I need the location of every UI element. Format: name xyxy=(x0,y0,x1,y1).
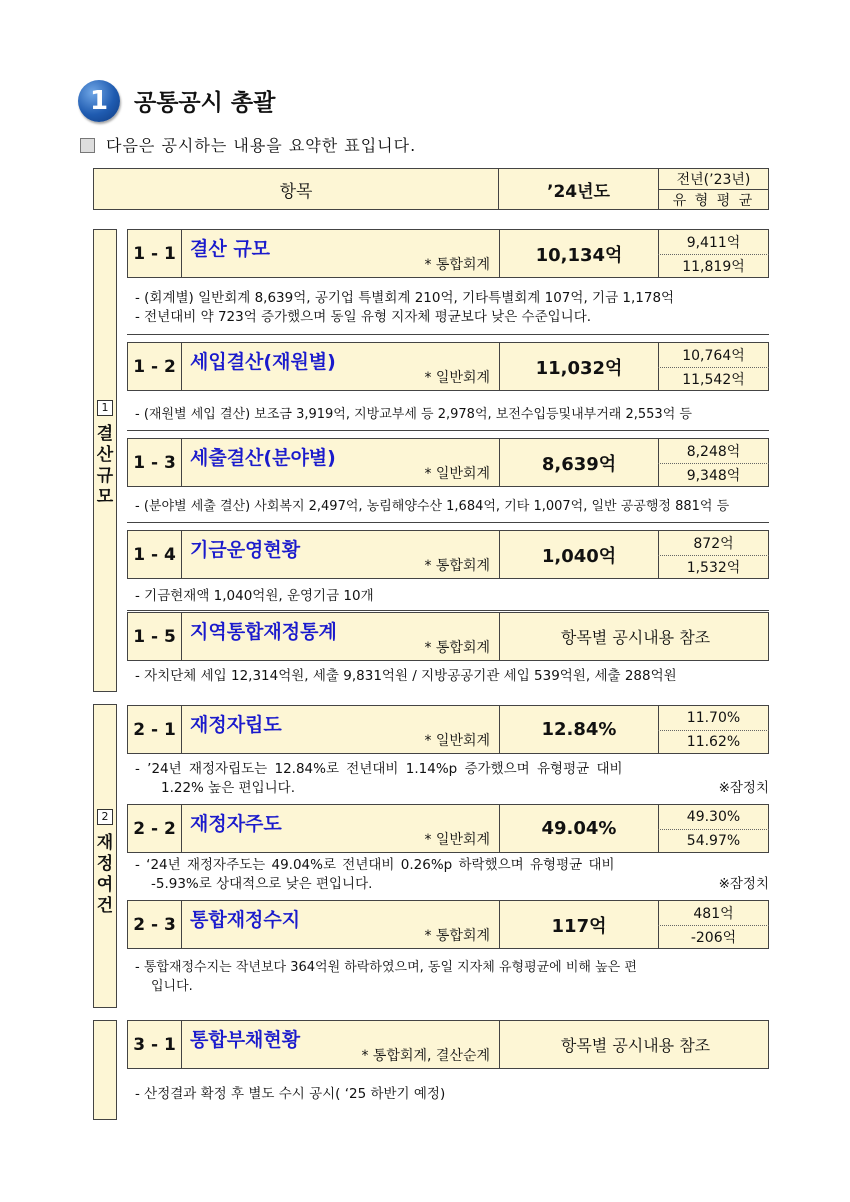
desc-line: - ’24년 재정자립도는 12.84%로 전년대비 1.14%p 증가했으며 유형평균 대비 xyxy=(135,761,623,777)
item-value: 11,032억 xyxy=(499,343,659,390)
item-row-1-4 xyxy=(127,530,769,579)
item-note: * 일반회계 xyxy=(424,370,490,386)
group-label-3 xyxy=(93,1020,117,1120)
item-avg: 9,348억 xyxy=(686,468,741,485)
item-avg: 11.62% xyxy=(686,734,741,751)
item-code: 1 - 5 xyxy=(128,613,182,660)
header-prev-line1: 전년(’23년) xyxy=(659,169,768,190)
group-label-2 xyxy=(93,704,117,1008)
group-char: 규 xyxy=(96,466,114,486)
item-prev: 49.30% xyxy=(658,805,769,830)
header-prev xyxy=(658,168,769,210)
provisional-note: ※잠정치 xyxy=(718,876,769,892)
divider xyxy=(127,430,769,431)
item-name: 통합재정수지 xyxy=(190,909,301,931)
item-desc xyxy=(135,497,775,516)
item-value: 10,134억 xyxy=(499,230,659,277)
item-desc xyxy=(135,958,775,996)
intro-text: 다음은 공시하는 내용을 요약한 표입니다. xyxy=(106,136,417,155)
section-number-badge: 1 xyxy=(78,80,120,122)
desc-line: - 자치단체 세입 12,314억원, 세출 9,831억원 / 지방공공기관 세입 539억원, 세출 288억원 xyxy=(135,668,677,684)
item-value: 항목별 공시내용 참조 xyxy=(499,1021,771,1068)
item-row-3-1 xyxy=(127,1020,769,1069)
item-value: 항목별 공시내용 참조 xyxy=(499,613,771,660)
divider xyxy=(127,522,769,523)
item-row-1-3 xyxy=(127,438,769,487)
item-name: 세출결산(분야별) xyxy=(190,447,336,469)
desc-line: -5.93%로 상대적으로 낮은 편입니다. xyxy=(151,876,373,892)
group-char: 여 xyxy=(96,875,114,895)
group-label-1 xyxy=(93,229,117,692)
group-char: 모 xyxy=(96,487,114,507)
item-note: * 통합회계, 결산순계 xyxy=(361,1048,490,1064)
item-prev: 11.70% xyxy=(658,706,769,731)
provisional-note: ※잠정치 xyxy=(718,780,769,796)
item-value: 1,040억 xyxy=(499,531,659,578)
item-desc xyxy=(135,405,775,424)
item-code: 2 - 1 xyxy=(128,706,182,753)
header-item-label: 항목 xyxy=(279,181,313,202)
item-note: * 통합회계 xyxy=(424,558,490,574)
item-desc xyxy=(135,1085,775,1104)
item-note: * 통합회계 xyxy=(424,928,490,944)
item-prev: 10,764억 xyxy=(658,343,769,368)
header-year-label: ’24년도 xyxy=(547,181,610,202)
desc-line: - ‘24년 재정자주도는 49.04%로 전년대비 0.26%p 하락했으며 유형평균 대비 xyxy=(135,857,615,873)
item-row-2-1 xyxy=(127,705,769,754)
desc-line: 1.22% 높은 편입니다. xyxy=(161,780,296,796)
group-char: 건 xyxy=(96,896,114,916)
item-code: 2 - 2 xyxy=(128,805,182,852)
item-code: 1 - 2 xyxy=(128,343,182,390)
header-year xyxy=(498,168,659,210)
group-number: 2 xyxy=(97,809,113,825)
item-row-2-3 xyxy=(127,900,769,949)
item-avg: -206억 xyxy=(690,930,737,947)
item-desc xyxy=(135,667,775,686)
group-char: 정 xyxy=(96,854,114,874)
item-name: 기금운영현황 xyxy=(190,539,301,561)
item-code: 2 - 3 xyxy=(128,901,182,948)
item-code: 1 - 3 xyxy=(128,439,182,486)
item-name: 결산 규모 xyxy=(190,238,271,260)
item-avg: 11,542억 xyxy=(682,372,745,389)
item-note: * 통합회계 xyxy=(424,257,490,273)
item-row-1-5 xyxy=(127,612,769,661)
divider xyxy=(127,334,769,335)
desc-line: - (재원별 세입 결산) 보조금 3,919억, 지방교부세 등 2,978억, 보전수입등및내부거래 2,553억 등 xyxy=(135,407,692,422)
item-value: 8,639억 xyxy=(499,439,659,486)
item-note: * 일반회계 xyxy=(424,733,490,749)
desc-line: - (회계별) 일반회계 8,639억, 공기업 특별회계 210억, 기타특별회계 107억, 기금 1,178억 xyxy=(135,290,675,306)
desc-line: - 통합재정수지는 작년보다 364억원 하락하였으며, 동일 지자체 유형평균에 비해 높은 편 xyxy=(135,960,637,975)
item-prev: 9,411억 xyxy=(658,230,769,255)
item-name: 재정자주도 xyxy=(190,813,282,835)
item-desc xyxy=(135,856,769,894)
item-prev: 481억 xyxy=(658,901,769,926)
item-value: 12.84% xyxy=(499,706,659,753)
item-code: 3 - 1 xyxy=(128,1021,182,1068)
desc-line: - (분야별 세출 결산) 사회복지 2,497억, 농림해양수산 1,684억, 기타 1,007억, 일반 공공행정 881억 등 xyxy=(135,499,730,514)
desc-line: 입니다. xyxy=(151,979,193,994)
item-avg: 1,532억 xyxy=(686,560,741,577)
item-note: * 일반회계 xyxy=(424,466,490,482)
item-row-2-2 xyxy=(127,804,769,853)
square-bullet-icon xyxy=(80,138,95,153)
item-avg: 54.97% xyxy=(686,833,741,850)
item-desc xyxy=(135,760,769,798)
item-value: 49.04% xyxy=(499,805,659,852)
item-code: 1 - 1 xyxy=(128,230,182,277)
desc-line: - 기금현재액 1,040억원, 운영기금 10개 xyxy=(135,588,374,604)
item-name: 통합부채현황 xyxy=(190,1029,301,1051)
section-title: 공통공시 총괄 xyxy=(134,90,276,116)
item-name: 지역통합재정통계 xyxy=(190,621,337,643)
group-char: 산 xyxy=(96,445,114,465)
divider xyxy=(127,610,769,611)
item-code: 1 - 4 xyxy=(128,531,182,578)
item-row-1-2 xyxy=(127,342,769,391)
item-name: 재정자립도 xyxy=(190,714,282,736)
desc-line: - 전년대비 약 723억 증가했으며 동일 유형 지자체 평균보다 낮은 수준입니다. xyxy=(135,309,592,325)
item-avg: 11,819억 xyxy=(682,259,745,276)
item-note: * 일반회계 xyxy=(424,832,490,848)
group-number: 1 xyxy=(97,400,113,416)
item-note: * 통합회계 xyxy=(424,640,490,656)
item-prev: 872억 xyxy=(658,531,769,556)
item-desc xyxy=(135,289,775,327)
item-name: 세입결산(재원별) xyxy=(190,351,336,373)
header-item xyxy=(93,168,499,210)
item-desc xyxy=(135,587,775,606)
desc-line: - 산정결과 확정 후 별도 수시 공시( ‘25 하반기 예정) xyxy=(135,1086,446,1102)
item-value: 117억 xyxy=(499,901,659,948)
group-char: 결 xyxy=(96,424,114,444)
header-prev-line2: 유 형 평 균 xyxy=(672,192,755,209)
item-prev: 8,248억 xyxy=(658,439,769,464)
group-char: 재 xyxy=(96,833,114,853)
item-row-1-1 xyxy=(127,229,769,278)
